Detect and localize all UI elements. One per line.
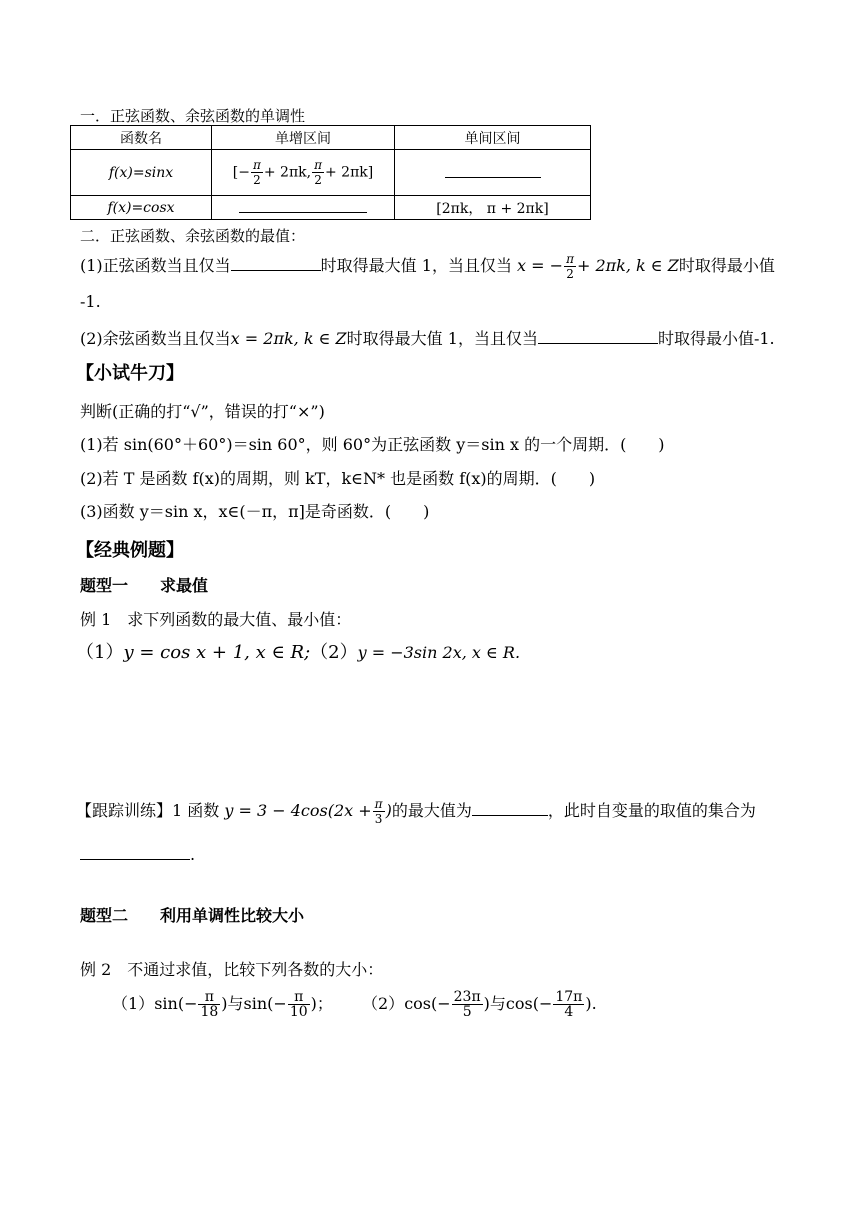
math-expr: sin(− — [154, 994, 198, 1013]
text: 时取得最大值 1，当且仅当 — [320, 256, 512, 275]
fraction-denominator: 18 — [200, 1004, 219, 1020]
text: 的最大值为 — [391, 801, 472, 820]
answer-blank[interactable] — [538, 329, 658, 344]
table-header-cell: 单增区间 — [212, 126, 395, 150]
math-expr: + 2πk, k ∈ Z — [576, 256, 679, 275]
text: 【跟踪训练】1 函数 — [76, 801, 220, 820]
math-expr: y = −3sin 2x, x ∈ R. — [357, 643, 521, 662]
answer-blank[interactable] — [239, 198, 367, 213]
part-label: （2） — [362, 994, 405, 1013]
fraction-numerator: π — [374, 797, 383, 811]
section2-line1-cont: -1. — [80, 292, 101, 311]
example2-part1 — [112, 988, 333, 1020]
table-header-row — [71, 126, 591, 150]
fraction-denominator: 2 — [253, 173, 261, 187]
text: 时取得最小值 — [678, 256, 775, 275]
table-row — [71, 196, 591, 220]
table-header-cell: 单间区间 — [395, 126, 591, 150]
example2-part2 — [362, 988, 597, 1020]
section2-title: 二．正弦函数、余弦函数的最值： — [80, 227, 306, 245]
tracking-blank-line — [80, 845, 195, 864]
fraction-denominator: 5 — [462, 1004, 472, 1020]
math-expr: ). — [585, 994, 597, 1013]
part-label: （1） — [112, 994, 155, 1013]
answer-blank[interactable] — [231, 256, 321, 271]
table-cell-increase-interval — [212, 150, 395, 196]
table-cell-function-name: f(x)=sinx — [71, 150, 212, 196]
math-expr: ) — [385, 801, 392, 820]
example1-text: 例 1 求下列函数的最大值、最小值： — [80, 610, 352, 629]
type2-heading: 题型二 利用单调性比较大小 — [80, 906, 305, 925]
fraction — [564, 252, 576, 281]
text: (1)正弦函数当且仅当 — [80, 256, 231, 275]
fraction-denominator: 3 — [374, 812, 383, 826]
quiz-question-1: (1)若 sin(60°＋60°)＝sin 60°，则 60°为正弦函数 y＝sin x 的一个周期．( ) — [80, 435, 665, 454]
type1-heading: 题型一 求最值 — [80, 576, 209, 595]
section1-title: 一．正弦函数、余弦函数的单调性 — [80, 107, 306, 125]
text: 时取得最小值-1. — [657, 329, 775, 348]
section2-line1 — [80, 252, 775, 281]
fraction-numerator: 17π — [555, 989, 583, 1005]
fraction-numerator: 23π — [453, 989, 481, 1005]
section2-line2 — [80, 326, 775, 349]
table-cell-decrease-blank — [395, 150, 591, 196]
answer-blank[interactable] — [445, 163, 541, 178]
text: . — [190, 845, 196, 864]
fraction-numerator: π — [288, 990, 310, 1005]
fraction-denominator: 4 — [564, 1004, 574, 1020]
answer-blank[interactable] — [472, 801, 548, 816]
text: 时取得最大值 1，当且仅当 — [346, 329, 538, 348]
fraction-numerator: π — [252, 158, 261, 172]
math-expr: )与cos(− — [483, 994, 553, 1013]
interval-prefix: [− — [232, 164, 250, 181]
math-expr: cos(− — [404, 994, 451, 1013]
interval-end: + 2πk] — [324, 164, 374, 181]
quiz-intro: 判断(正确的打“√”，错误的打“×”) — [80, 402, 325, 421]
math-expr: x = − — [517, 256, 564, 275]
math-expr: x = 2πk, k ∈ Z — [230, 329, 347, 348]
quiz-question-3: (3)函数 y＝sin x，x∈(－π，π]是奇函数．( ) — [80, 502, 430, 521]
part-label: （1） — [76, 642, 124, 663]
quiz-title: 【小试牛刀】 — [76, 363, 184, 384]
part-label: （2） — [310, 642, 358, 663]
fraction — [251, 158, 263, 187]
fraction-numerator: π — [198, 990, 220, 1005]
fraction — [452, 990, 483, 1019]
fraction — [198, 990, 220, 1019]
monotonicity-table — [70, 125, 591, 220]
fraction — [553, 990, 584, 1019]
text: ，此时自变量的取值的集合为 — [547, 801, 756, 820]
interval-middle: + 2πk, — [263, 164, 312, 181]
fraction-denominator: 10 — [289, 1004, 308, 1020]
fraction — [312, 158, 324, 187]
table-cell-function-name: f(x)=cosx — [71, 196, 212, 220]
math-expr: )与sin(− — [221, 994, 287, 1013]
table-header-cell: 函数名 — [71, 126, 212, 150]
example1-parts — [76, 638, 520, 664]
fraction — [288, 990, 310, 1019]
example2-text: 例 2 不通过求值，比较下列各数的大小： — [80, 960, 384, 979]
text: (2)余弦函数当且仅当 — [80, 329, 231, 348]
table-cell-decrease-interval: [2πk， π + 2πk] — [395, 196, 591, 220]
tracking-exercise — [76, 796, 756, 826]
examples-title: 【经典例题】 — [76, 540, 184, 561]
fraction-numerator: π — [566, 252, 574, 266]
fraction-numerator: π — [314, 158, 322, 172]
table-row — [71, 150, 591, 196]
math-expr: )； — [310, 994, 333, 1013]
quiz-question-2: (2)若 T 是函数 f(x)的周期，则 kT，k∈N* 也是函数 f(x)的周期．( ) — [80, 469, 596, 488]
math-expr: y = cos x + 1, x ∈ R; — [123, 642, 311, 663]
math-expr: y = 3 − 4cos(2x + — [224, 801, 372, 820]
fraction-denominator: 2 — [314, 173, 322, 187]
answer-blank[interactable] — [80, 845, 190, 860]
table-cell-increase-blank — [212, 196, 395, 220]
fraction — [373, 797, 385, 826]
fraction-denominator: 2 — [566, 267, 574, 281]
